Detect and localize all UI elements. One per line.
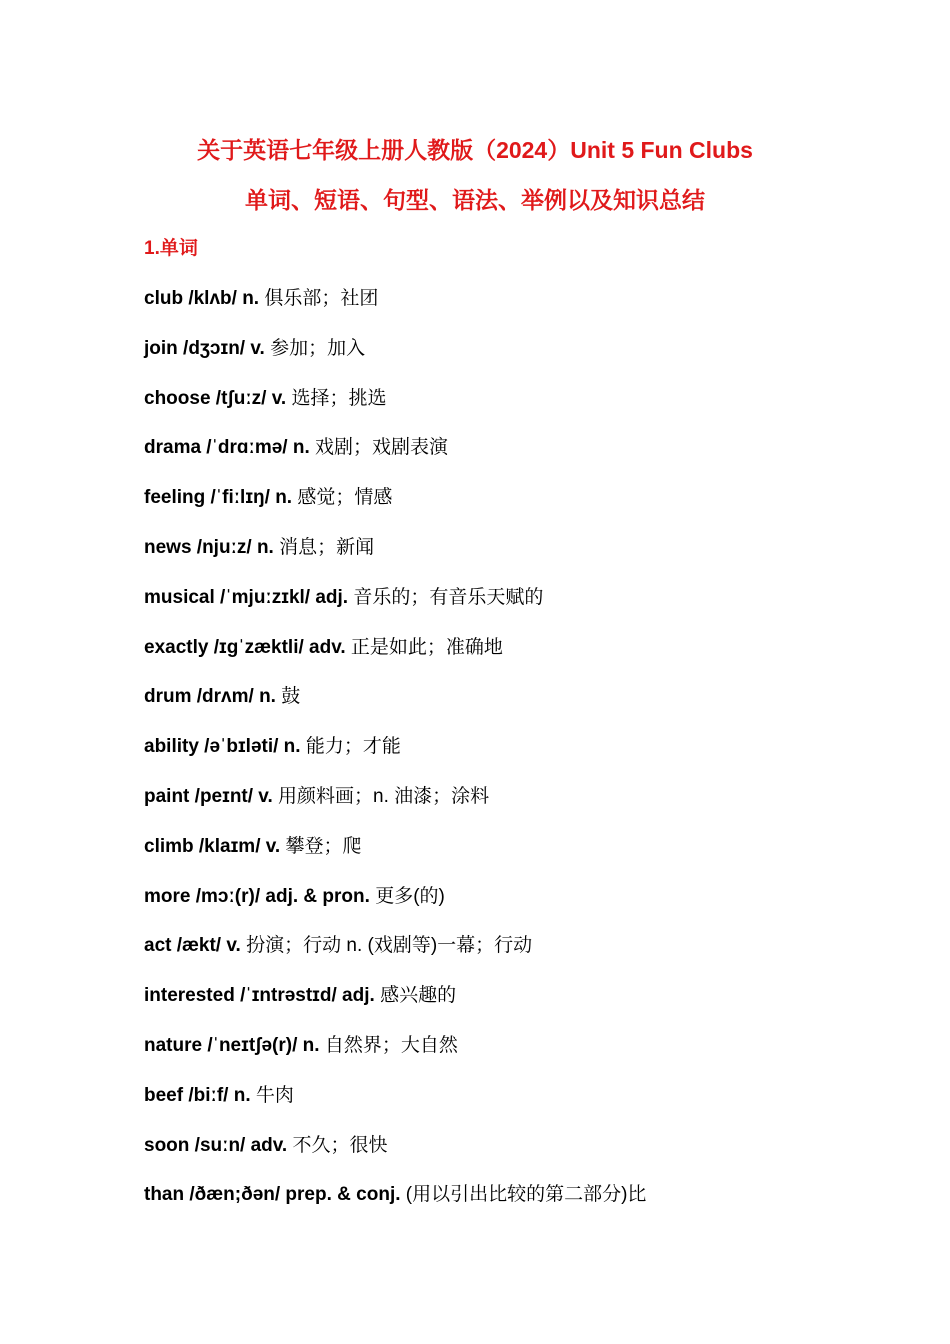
vocab-meaning: 自然界；大自然 (324, 1034, 458, 1056)
vocab-word: news /njuːz/ n. (144, 536, 280, 558)
vocab-meaning: 感觉；情感 (297, 487, 393, 509)
vocab-entry (144, 1031, 646, 1081)
vocab-word: beef /biːf/ n. (144, 1084, 256, 1106)
vocab-meaning: 戏剧；戏剧表演 (315, 437, 449, 459)
vocab-word: paint /peɪnt/ v. (144, 785, 279, 807)
vocab-meaning: 牛肉 (255, 1084, 294, 1106)
vocab-word: drama /ˈdrɑːmə/ n. (144, 437, 316, 459)
vocab-word: feeling /ˈfiːlɪŋ/ n. (144, 487, 298, 509)
vocab-word: soon /suːn/ adv. (144, 1134, 293, 1156)
vocab-word: musical /ˈmjuːzɪkl/ adj. (144, 586, 354, 608)
vocab-meaning: 音乐的；有音乐天赋的 (353, 586, 544, 608)
vocab-entry (144, 533, 646, 583)
vocab-entry (144, 732, 646, 782)
vocab-meaning: (用以引出比较的第二部分)比 (405, 1184, 647, 1206)
vocab-meaning: 不久；很快 (292, 1134, 388, 1156)
document-subtitle: 单词、短语、句型、语法、举例以及知识总结 (245, 187, 705, 213)
vocab-word: act /ækt/ v. (144, 935, 247, 957)
vocab-word: climb /klaɪm/ v. (144, 835, 286, 857)
vocab-entry (144, 782, 646, 832)
vocab-word: ability /əˈbɪləti/ n. (144, 736, 306, 758)
vocab-entry (144, 931, 646, 981)
vocab-entry (144, 284, 646, 334)
vocab-meaning: 选择；挑选 (291, 387, 387, 409)
vocab-entry (144, 483, 646, 533)
vocab-word: nature /ˈneɪtʃə(r)/ n. (144, 1034, 325, 1056)
section-heading-words: 1.单词 (144, 238, 198, 259)
vocab-meaning: 扮演；行动 n. (戏剧等)一幕；行动 (246, 935, 533, 957)
vocab-entry (144, 882, 646, 932)
vocab-entry (144, 682, 646, 732)
vocab-word: club /klʌb/ n. (144, 288, 265, 309)
vocab-meaning: 用颜料画；n. 油漆；涂料 (278, 785, 490, 807)
vocab-entry (144, 1131, 646, 1181)
vocab-meaning: 正是如此；准确地 (350, 636, 503, 658)
vocab-word: drum /drʌm/ n. (144, 686, 282, 708)
vocab-entry (144, 832, 646, 882)
vocab-word: join /dʒɔɪn/ v. (144, 337, 271, 359)
vocab-entry (144, 334, 646, 384)
vocab-meaning: 更多(的) (375, 885, 445, 907)
vocab-entry (144, 384, 646, 434)
document-title: 关于英语七年级上册人教版（2024）Unit 5 Fun Clubs (197, 137, 753, 163)
vocabulary-list (144, 284, 646, 1230)
vocab-word: than /ðæn;ðən/ prep. & conj. (144, 1184, 406, 1206)
vocab-meaning: 参加；加入 (270, 337, 366, 359)
vocab-meaning: 俱乐部；社团 (264, 288, 379, 309)
vocab-word: interested /ˈɪntrəstɪd/ adj. (144, 985, 381, 1007)
vocab-meaning: 感兴趣的 (380, 985, 457, 1007)
vocab-entry (144, 583, 646, 633)
vocab-word: more /mɔː(r)/ adj. & pron. (144, 885, 376, 907)
vocab-entry (144, 1081, 646, 1131)
vocab-word: choose /tʃuːz/ v. (144, 387, 292, 409)
vocab-meaning: 鼓 (281, 686, 301, 708)
vocab-word: exactly /ɪɡˈzæktli/ adv. (144, 636, 351, 658)
vocab-meaning: 攀登；爬 (285, 835, 362, 857)
vocab-entry (144, 1180, 646, 1230)
vocab-entry (144, 633, 646, 683)
vocab-meaning: 消息；新闻 (279, 536, 375, 558)
vocab-meaning: 能力；才能 (305, 736, 401, 758)
vocab-entry (144, 981, 646, 1031)
vocab-entry (144, 433, 646, 483)
